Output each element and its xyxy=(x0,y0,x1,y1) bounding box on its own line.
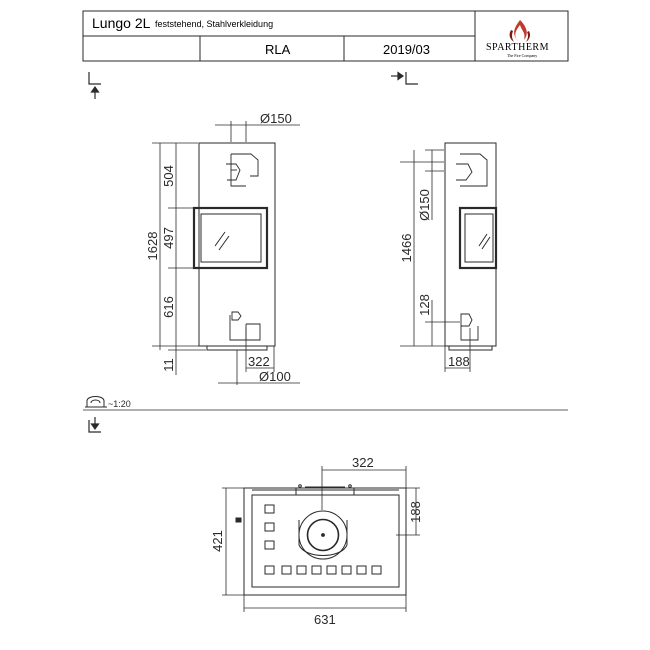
front-top-flue xyxy=(226,154,258,186)
front-base xyxy=(207,346,267,350)
model-name: Lungo 2L xyxy=(92,15,151,31)
flame-icon xyxy=(514,20,527,40)
plan-knob xyxy=(236,518,241,522)
front-body xyxy=(199,143,275,346)
dim-side-128: 128 xyxy=(417,294,432,316)
dim-front-322: 322 xyxy=(248,354,270,369)
revision-date: 2019/03 xyxy=(383,42,430,57)
front-firebox-frame xyxy=(194,208,267,268)
scale-label: ~1:20 xyxy=(108,399,131,409)
side-view xyxy=(445,143,496,350)
brand-name: SPARTHERM xyxy=(486,42,549,53)
dim-plan-631: 631 xyxy=(314,612,336,627)
dim-side-flue-dia: Ø150 xyxy=(417,189,432,221)
front-dimensions xyxy=(152,121,300,385)
dim-front-outlet-dia: Ø100 xyxy=(259,369,291,384)
front-bottom-outlet xyxy=(230,312,260,340)
dim-plan-322: 322 xyxy=(352,455,374,470)
side-bottom-outlet xyxy=(461,314,478,340)
dim-plan-188: 188 xyxy=(408,501,423,523)
dim-side-1466: 1466 xyxy=(399,233,414,263)
brand-logo xyxy=(486,20,549,58)
dim-front-504: 504 xyxy=(161,165,176,187)
brand-tagline: The Fire Company xyxy=(507,53,538,58)
dim-front-11: 11 xyxy=(161,358,176,372)
dim-front-1628: 1628 xyxy=(145,231,160,261)
dim-side-188: 188 xyxy=(448,354,470,369)
stove-outline-icon xyxy=(87,397,104,408)
side-top-flue xyxy=(456,154,487,186)
plan-view-symbol xyxy=(89,417,101,432)
front-firebox-glass xyxy=(201,214,261,262)
front-view xyxy=(194,143,275,350)
variant-code: RLA xyxy=(265,42,291,57)
side-view-symbol xyxy=(391,72,418,84)
dim-plan-421: 421 xyxy=(210,530,225,552)
dim-front-flue-dia: Ø150 xyxy=(260,111,292,126)
side-base xyxy=(449,346,492,350)
model-description: feststehend, Stahlverkleidung xyxy=(155,19,274,29)
scale-symbol xyxy=(85,397,107,408)
plan-view xyxy=(236,485,406,595)
front-view-symbol xyxy=(89,72,101,99)
dim-front-497: 497 xyxy=(161,227,176,249)
dim-front-616: 616 xyxy=(161,296,176,318)
